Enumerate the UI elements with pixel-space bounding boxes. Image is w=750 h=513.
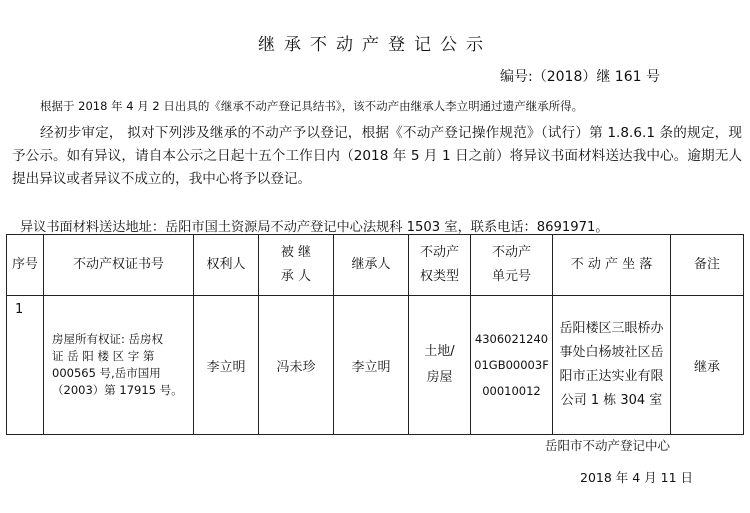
header-unit-no-line2: 单元号 [491, 269, 531, 284]
basis-statement: 根据于 2018 年 4 月 2 日出具的《继承不动产登记具结书》，该不动产由继承人李立明通过遗产继承所得。 [40, 99, 584, 113]
cell-cert-line4: （2003）第 17915 号。 [52, 383, 183, 397]
cell-cert-line3: 000565 号,岳市国用 [52, 366, 161, 380]
cell-right-type-line2: 房屋 [426, 370, 453, 385]
notice-paragraph: 经初步审定， 拟对下列涉及继承的不动产予以登记，根据《不动产登记操作规范》（试行）第 1.8.6.1 条的规定，现予公示。如有异议，请自本公示之日起十五个工作日内（2018 年 5 月 1 日之前）将异议书面材料送达我中心。逾期无人提出异议或者异议不成立的，我中心将予以登记。 [12, 125, 742, 187]
header-note: 备注 [671, 235, 744, 296]
header-deceased [259, 235, 334, 296]
header-unit-no-line1: 不动产 [491, 245, 531, 260]
header-right-type [409, 235, 471, 296]
header-unit-no [471, 235, 553, 296]
objection-address: 异议书面材料送达地址：岳阳市国土资源局不动产登记中心法规科 1503 室，联系电话：8691971。 [20, 220, 609, 235]
header-deceased-line1: 被 继 [280, 245, 312, 260]
header-location: 不 动 产 坐 落 [553, 235, 671, 296]
cell-cert-line1: 房屋所有权证: 岳房权 [52, 332, 164, 346]
registration-table [6, 234, 744, 435]
cell-cert [44, 296, 194, 435]
document-title: 继承不动产登记公示 [258, 35, 492, 55]
cell-location-line2: 事处白杨坡社区岳 [559, 345, 664, 360]
header-cert: 不动产权证书号 [44, 235, 194, 296]
header-heir: 继承人 [334, 235, 409, 296]
cell-right-type [409, 296, 471, 435]
cell-unit-no-line2: 01GB00003F [474, 358, 549, 372]
cell-location-line1: 岳阳楼区三眼桥办 [559, 321, 664, 336]
cell-cert-line2: 证 岳 阳 楼 区 字 第 [52, 349, 155, 363]
header-owner: 权利人 [194, 235, 259, 296]
table-row [7, 296, 744, 435]
cell-heir: 李立明 [334, 296, 409, 435]
header-deceased-line2: 承 人 [280, 269, 312, 284]
header-seq: 序号 [7, 235, 44, 296]
cell-note: 继承 [671, 296, 744, 435]
cell-location [553, 296, 671, 435]
cell-right-type-line1: 土地/ [424, 344, 455, 359]
cell-deceased: 冯未珍 [259, 296, 334, 435]
header-right-type-line1: 不动产 [419, 245, 459, 260]
document-number: 编号:（2018）继 161 号 [500, 69, 660, 85]
issue-date: 2018 年 4 月 11 日 [580, 470, 694, 485]
cell-seq: 1 [7, 296, 44, 435]
header-right-type-line2: 权类型 [419, 269, 459, 284]
cell-location-line4: 公司 1 栋 304 室 [560, 393, 663, 408]
issuer-name: 岳阳市不动产登记中心 [545, 438, 671, 453]
cell-unit-no-line3: 00010012 [482, 384, 541, 398]
cell-unit-no [471, 296, 553, 435]
table-header-row [7, 235, 744, 296]
cell-location-line3: 阳市正达实业有限 [559, 369, 664, 384]
cell-owner: 李立明 [194, 296, 259, 435]
cell-unit-no-line1: 4306021240 [474, 332, 549, 346]
